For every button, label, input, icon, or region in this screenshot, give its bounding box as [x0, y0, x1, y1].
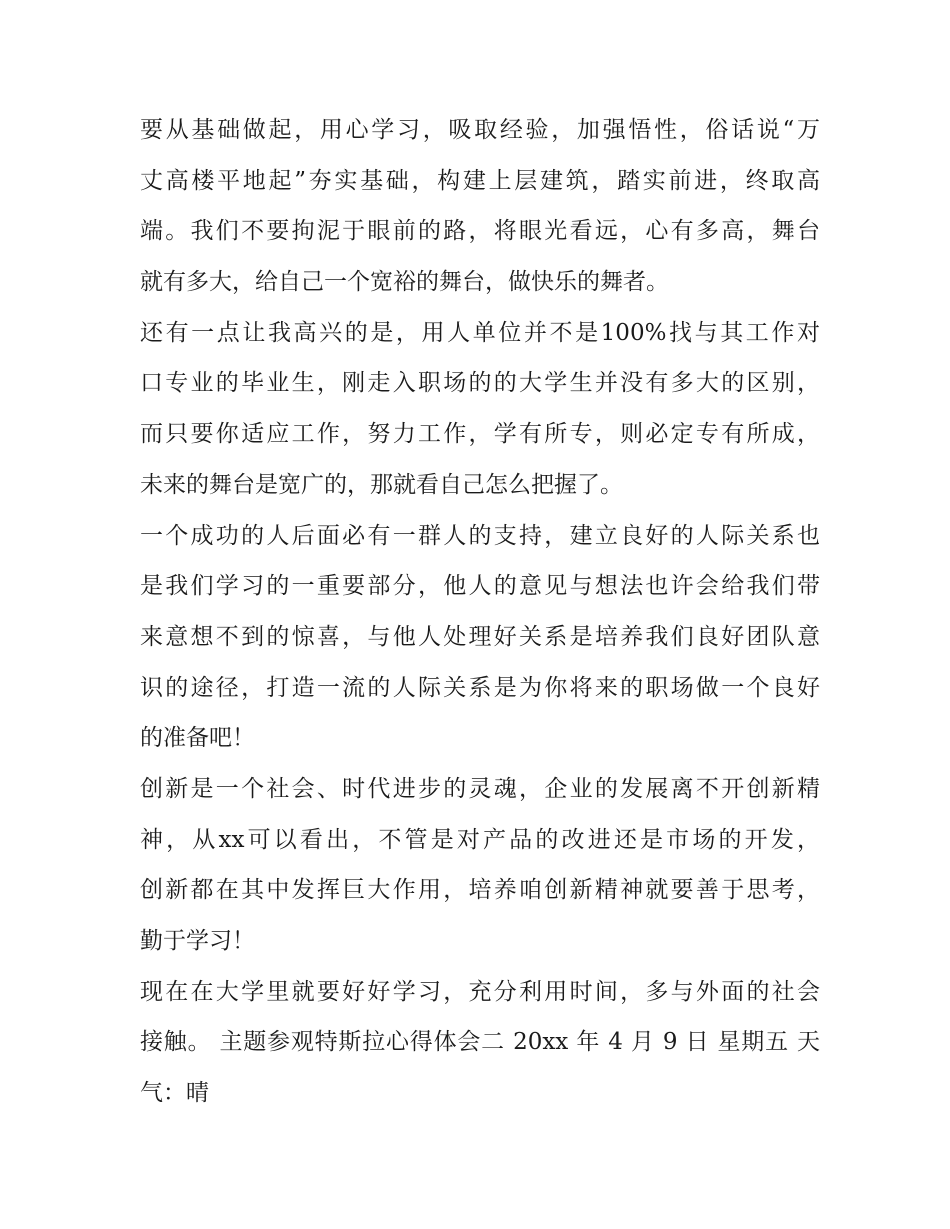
text-line: 创新都在其中发挥巨大作用，培养咱创新精神就要善于思考，: [140, 877, 820, 904]
paragraph-foundation: [140, 105, 820, 308]
text-line: 口专业的毕业生，刚走入职场的的大学生并没有多大的区别，: [140, 370, 820, 397]
text-line: 识的途径，打造一流的人际关系是为你将来的职场做一个良好: [140, 674, 820, 701]
text-line: 丈高楼平地起”夯实基础，构建上层建筑，踏实前进，终取高: [140, 167, 820, 194]
text-line: 就有多大，给自己一个宽裕的舞台，做快乐的舞者。: [140, 269, 669, 296]
paragraph-employer: [140, 308, 820, 511]
text-line: 现在在大学里就要好好学习，充分利用时间，多与外面的社会: [140, 978, 820, 1005]
text-line: 神，从xx可以看出，不管是对产品的改进还是市场的开发，: [140, 826, 820, 853]
text-line: 而只要你适应工作，努力工作，学有所专，则必定专有所成，: [140, 421, 820, 448]
text-line: 端。我们不要拘泥于眼前的路，将眼光看远，心有多高，舞台: [140, 218, 820, 245]
text-line: 未来的舞台是宽广的，那就看自己怎么把握了。: [140, 471, 623, 498]
text-line: 接触。 主题参观特斯拉心得体会二 20xx 年 4 月 9 日 星期五 天: [140, 1029, 820, 1056]
text-line: 是我们学习的一重要部分，他人的意见与想法也许会给我们带: [140, 573, 820, 600]
text-line: 勤于学习！: [140, 928, 255, 954]
text-line: 的准备吧！: [140, 725, 255, 752]
text-line: 还有一点让我高兴的是，用人单位并不是100%找与其工作对: [140, 319, 820, 346]
text-line: 气：晴: [140, 1080, 209, 1107]
paragraph-relationships: [140, 511, 820, 764]
document-body: [140, 105, 820, 1119]
paragraph-innovation: [140, 764, 820, 967]
text-line: 来意想不到的惊喜，与他人处理好关系是培养我们良好团队意: [140, 623, 820, 650]
text-line: 一个成功的人后面必有一群人的支持，建立良好的人际关系也: [140, 522, 820, 549]
paragraph-conclusion: [140, 967, 820, 1119]
text-line: 要从基础做起，用心学习，吸取经验，加强悟性，俗话说“万: [140, 117, 820, 143]
text-line: 创新是一个社会、时代进步的灵魂，企业的发展离不开创新精: [140, 775, 820, 802]
